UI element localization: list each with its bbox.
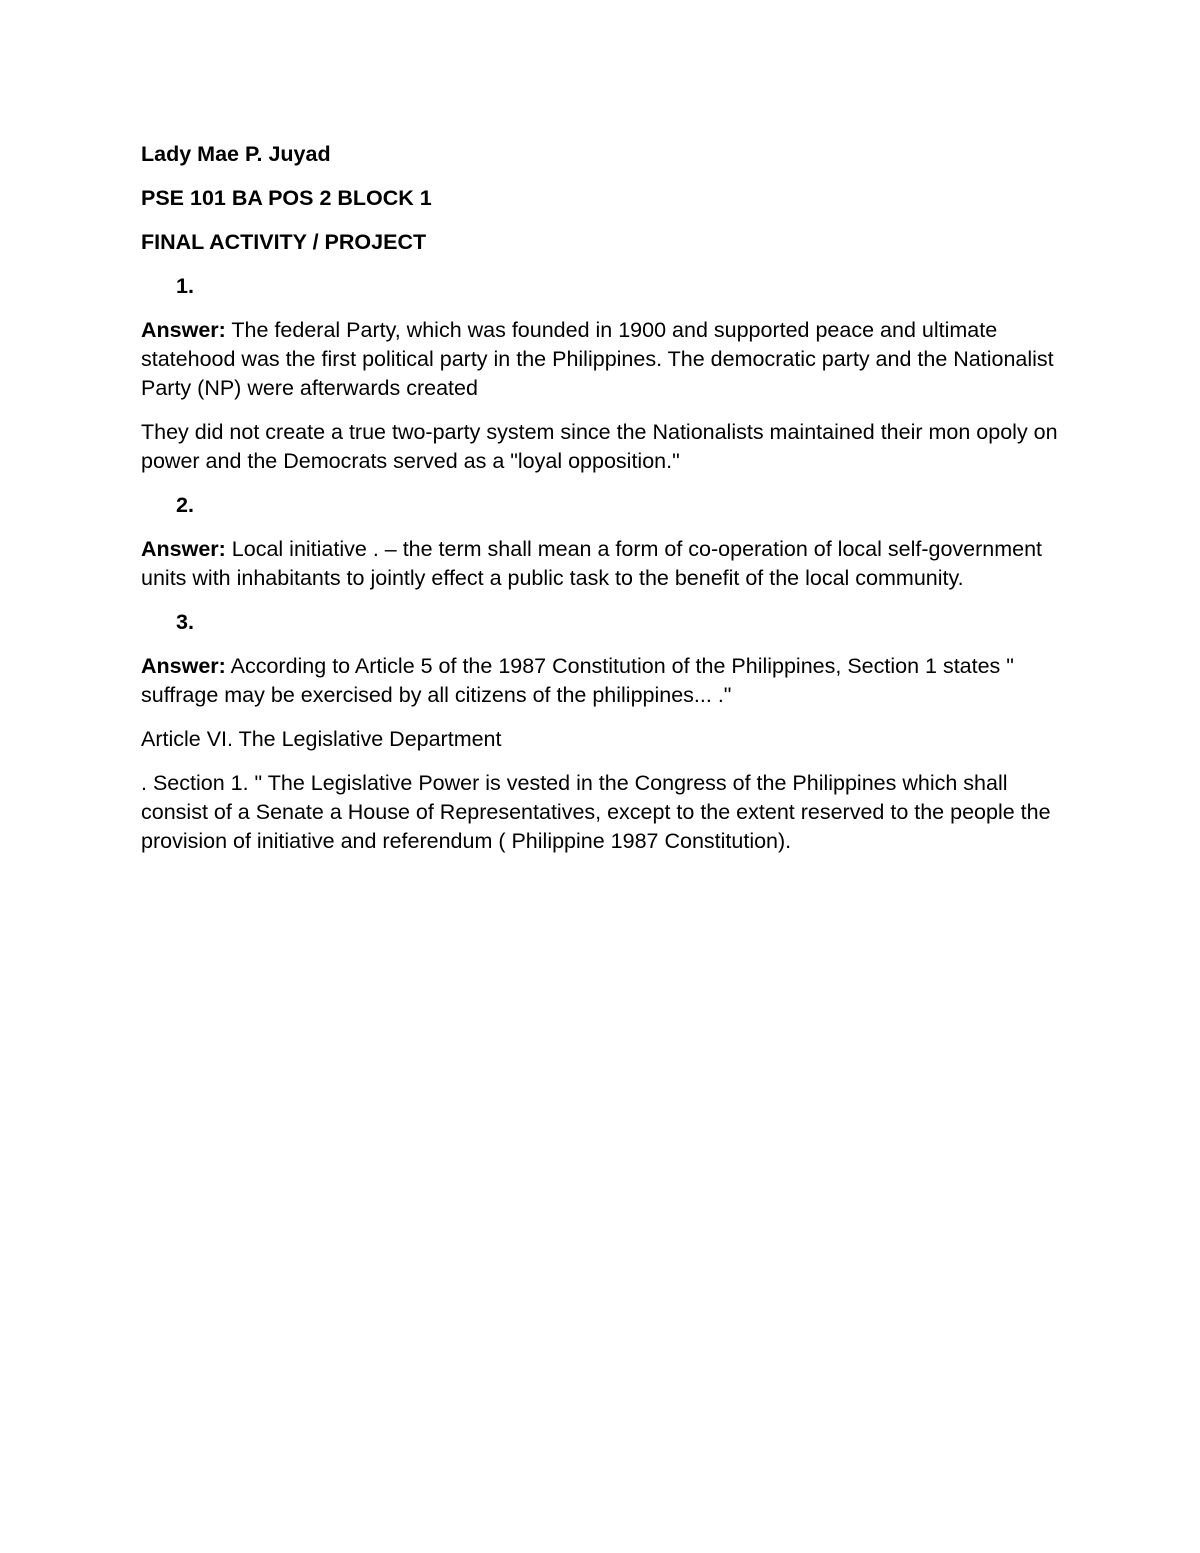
answer-3-extra-2: . Section 1. " The Legislative Power is vested in the Congress of the Philippines which shall consist of a Senate a House of Representatives, except to the extent reserved to the people the provision of initiative and referendum ( Philippine 1987 Constitution). [141,771,1051,853]
answer-1-extra-1: They did not create a true two-party system since the Nationalists maintained their mon opoly on power and the Democrats served as a "loyal opposition." [141,420,1058,473]
answer-1 [141,316,1071,403]
item-number-3: 3. [176,610,194,634]
answer-2 [141,535,1071,593]
course-line: PSE 101 BA POS 2 BLOCK 1 [141,186,432,210]
answer-text-3: According to Article 5 of the 1987 Constitution of the Philippines, Section 1 states " suffrage may be exercised by all citizens of the philippines... ." [141,654,1014,707]
answer-text-2: Local initiative . – the term shall mean a form of co-operation of local self-government units with inhabitants to jointly effect a public task to the benefit of the local community. [141,537,1043,590]
answer-label: Answer: [141,537,226,561]
answer-3 [141,652,1071,710]
answer-label: Answer: [141,318,226,342]
item-number-1: 1. [176,274,194,298]
activity-title: FINAL ACTIVITY / PROJECT [141,230,427,254]
answer-text-1: The federal Party, which was founded in 1900 and supported peace and ultimate statehood was the first political party in the Philippines. The democratic party and the Nationalist Party (NP) were afterwards created [141,318,1054,400]
document-body [141,140,1071,871]
author-name: Lady Mae P. Juyad [141,142,331,166]
answer-label: Answer: [141,654,226,678]
item-number-2: 2. [176,493,194,517]
answer-3-extra-1: Article VI. The Legislative Department [141,727,502,751]
